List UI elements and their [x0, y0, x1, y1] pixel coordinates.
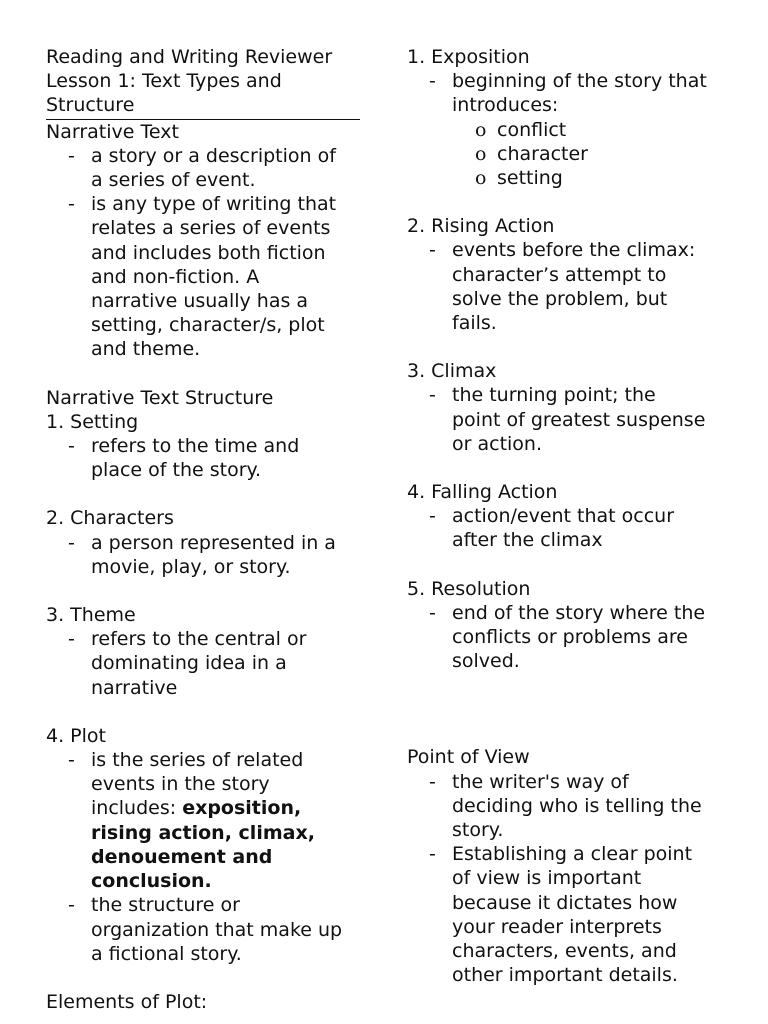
item-line: and theme. [91, 338, 201, 361]
rising-action-definition [407, 238, 729, 335]
spacer [46, 482, 364, 506]
item-line: deciding who is telling the [452, 794, 702, 817]
elements-of-plot-heading: Elements of Plot: [46, 990, 208, 1013]
resolution-heading: 5. Resolution [407, 577, 531, 600]
item-line: - is any type of writing that [91, 193, 337, 216]
structure-heading: Narrative Text Structure [46, 386, 274, 409]
item-line: your reader interprets [452, 915, 662, 938]
bold-term: conclusion. [91, 870, 212, 893]
climax-definition [407, 383, 729, 456]
item-line [91, 821, 364, 845]
spacer [407, 553, 729, 577]
exposition-subitem: o conflict [407, 118, 729, 142]
item-line: fails. [452, 312, 497, 335]
exposition-heading: 1. Exposition [407, 46, 530, 68]
item-line: - end of the story where the [452, 601, 706, 624]
plot-definition [46, 893, 364, 966]
item-line: and includes both fiction [91, 241, 326, 264]
item-line: - is the series of related [91, 749, 304, 772]
item-line: - a person represented in a [91, 531, 336, 554]
item-line: relates a series of events [91, 217, 331, 240]
item-line: or action. [452, 432, 542, 455]
item-line: other important details. [452, 964, 678, 987]
characters-heading: 2. Characters [46, 507, 174, 530]
exposition-subitem: o setting [407, 166, 729, 190]
item-line: character’s attempt to [452, 263, 667, 286]
item-line: story. [452, 819, 504, 842]
theme-heading: 3. Theme [46, 604, 136, 627]
document-title [46, 45, 360, 120]
item-line [91, 845, 364, 869]
spacer [407, 673, 729, 745]
bold-term: rising action, climax, [91, 821, 315, 844]
exposition-definition [407, 69, 729, 117]
narrative-definition-item [46, 192, 364, 361]
setting-heading: 1. Setting [46, 410, 139, 433]
setting-definition [46, 434, 364, 482]
item-line: of view is important [452, 867, 642, 890]
spacer [407, 456, 729, 480]
theme-definition [46, 627, 364, 700]
item-line: a series of event. [91, 169, 256, 192]
item-line: organization that make up [91, 918, 343, 941]
bold-term: denouement and [91, 845, 273, 868]
resolution-definition [407, 601, 729, 674]
spacer [407, 335, 729, 359]
title-line: Lesson 1: Text Types and [46, 70, 282, 93]
item-line: - the turning point; the [452, 384, 656, 407]
item-line: place of the story. [91, 459, 262, 482]
item-line: events in the story [91, 773, 270, 796]
item-line: narrative [91, 676, 178, 699]
rising-action-heading: 2. Rising Action [407, 215, 555, 238]
item-line: - a story or a description of [91, 144, 336, 167]
item-line: - refers to the time and [91, 435, 300, 458]
item-line [91, 796, 364, 820]
narrative-text-heading: Narrative Text [46, 120, 179, 143]
includes-label: includes: [91, 797, 183, 820]
spacer [46, 579, 364, 603]
item-line: - the structure or [91, 894, 240, 917]
bold-term: exposition, [182, 797, 302, 820]
item-line: - action/event that occur [452, 505, 675, 528]
plot-definition [46, 748, 364, 893]
item-line: narrative usually has a [91, 290, 309, 313]
climax-heading: 3. Climax [407, 360, 497, 383]
exposition-subitem: o character [407, 142, 729, 166]
title-line: Structure [46, 94, 135, 117]
item-line: conflicts or problems are [452, 626, 688, 649]
spacer [46, 362, 364, 386]
item-line: after the climax [452, 529, 603, 552]
falling-action-definition [407, 504, 729, 552]
item-line: characters, events, and [452, 940, 677, 963]
item-line [91, 869, 364, 893]
item-line: solve the problem, but [452, 287, 668, 310]
right-column [407, 45, 729, 988]
item-line: and non-fiction. A [91, 265, 260, 288]
item-line: point of greatest suspense [452, 408, 706, 431]
item-line: introduces: [452, 94, 559, 117]
point-of-view-heading: Point of View [407, 746, 530, 769]
plot-heading: 4. Plot [46, 724, 106, 747]
item-line: because it dictates how [452, 891, 678, 914]
item-line: - beginning of the story that [452, 70, 707, 93]
item-line: movie, play, or story. [91, 555, 291, 578]
item-line: a fictional story. [91, 942, 242, 965]
item-line: - events before the climax: [452, 239, 696, 262]
item-line: dominating idea in a [91, 652, 287, 675]
left-column [46, 45, 364, 1014]
spacer [46, 966, 364, 990]
item-line: setting, character/s, plot [91, 314, 325, 337]
item-line: - Establishing a clear point [452, 843, 693, 866]
point-of-view-definition [407, 770, 729, 843]
falling-action-heading: 4. Falling Action [407, 481, 558, 504]
title-line: Reading and Writing Reviewer [46, 46, 333, 68]
item-line: solved. [452, 650, 520, 673]
item-line: - the writer's way of [452, 770, 629, 793]
spacer [407, 190, 729, 214]
characters-definition [46, 531, 364, 579]
point-of-view-definition [407, 842, 729, 987]
narrative-definition-item [46, 144, 364, 192]
spacer [46, 700, 364, 724]
item-line: - refers to the central or [91, 628, 307, 651]
